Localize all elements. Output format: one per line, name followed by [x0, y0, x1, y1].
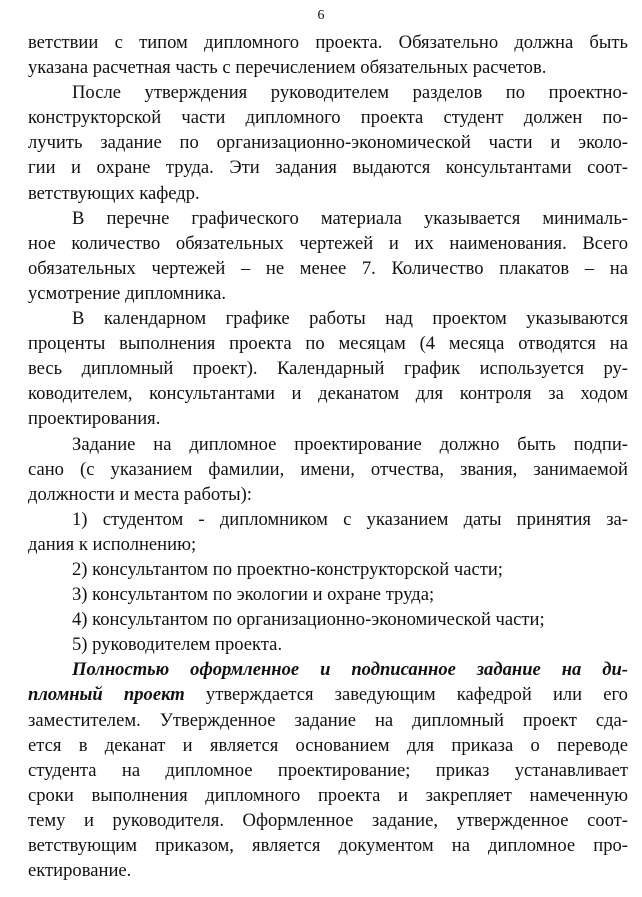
- list-item: 3) консультантом по экологии и охране труда;: [72, 584, 435, 606]
- text-line: конструкторской части дипломного проекта студент должен по-: [28, 107, 628, 129]
- list-item-continuation: дания к исполнению;: [28, 533, 197, 555]
- plain-text: утверждается заведующим кафедрой или его: [184, 684, 628, 706]
- text-line: сроки выполнения дипломного проекта и закрепляет намеченную: [28, 784, 628, 806]
- text-line: проценты выполнения проекта по месяцам (4 месяца отводятся на: [28, 333, 628, 355]
- text-line: сано (с указанием фамилии, имени, отчества, звания, занимаемой: [28, 458, 628, 480]
- emphasized-text: пломный проект: [28, 684, 185, 706]
- text-line: весь дипломный проект). Календарный график используется ру-: [28, 358, 628, 380]
- list-item: 5) руководителем проекта.: [72, 634, 283, 656]
- page-number: 6: [317, 8, 325, 23]
- text-line: ектирование.: [28, 860, 132, 882]
- text-line: После утверждения руководителем разделов по проектно-: [72, 82, 628, 104]
- text-line: студента на дипломное проектирование; приказ устанавливает: [28, 759, 628, 781]
- text-line: В перечне графического материала указывается минималь-: [72, 207, 628, 229]
- emphasized-text: Полностью оформленное и подписанное задание на ди-: [72, 659, 628, 681]
- text-line: [28, 682, 628, 707]
- list-item: 4) консультантом по организационно-экономической части;: [72, 609, 545, 631]
- text-line: Задание на дипломное проектирование должно быть подпи-: [72, 433, 628, 455]
- text-line: ветствующих кафедр.: [28, 182, 200, 204]
- text-line: ветствии с типом дипломного проекта. Обязательно должна быть: [28, 32, 628, 53]
- text-line: лучить задание по организационно-экономической части и эколо-: [28, 132, 628, 154]
- text-line: должности и места работы):: [28, 483, 252, 505]
- text-line: ветствующим приказом, является документом на дипломное про-: [28, 835, 628, 856]
- text-line: В календарном графике работы над проектом указываются: [72, 308, 628, 330]
- text-line: ководителем, консультантами и деканатом для контроля за ходом: [28, 383, 628, 405]
- text-line: проектирования.: [28, 408, 161, 430]
- page-body: [28, 30, 628, 883]
- text-line: заместителем. Утвержденное задание на дипломный проект сда-: [28, 709, 628, 731]
- text-line: ется в деканат и является основанием для приказа о переводе: [28, 734, 628, 756]
- text-line: усмотрение дипломника.: [28, 282, 226, 304]
- text-line: тему и руководителя. Оформленное задание, утвержденное соот-: [28, 809, 628, 831]
- emphasis-line: [28, 657, 628, 682]
- list-item: 2) консультантом по проектно-конструкторской части;: [72, 558, 503, 580]
- text-line: гии и охране труда. Эти задания выдаются консультантами соот-: [28, 157, 628, 179]
- text-line: ное количество обязательных чертежей и их наименования. Всего: [28, 232, 628, 254]
- text-line: указана расчетная часть с перечислением обязательных расчетов.: [28, 57, 547, 79]
- list-item: 1) студентом - дипломником с указанием даты принятия за-: [72, 508, 628, 530]
- text-line: обязательных чертежей – не менее 7. Количество плакатов – на: [28, 257, 628, 279]
